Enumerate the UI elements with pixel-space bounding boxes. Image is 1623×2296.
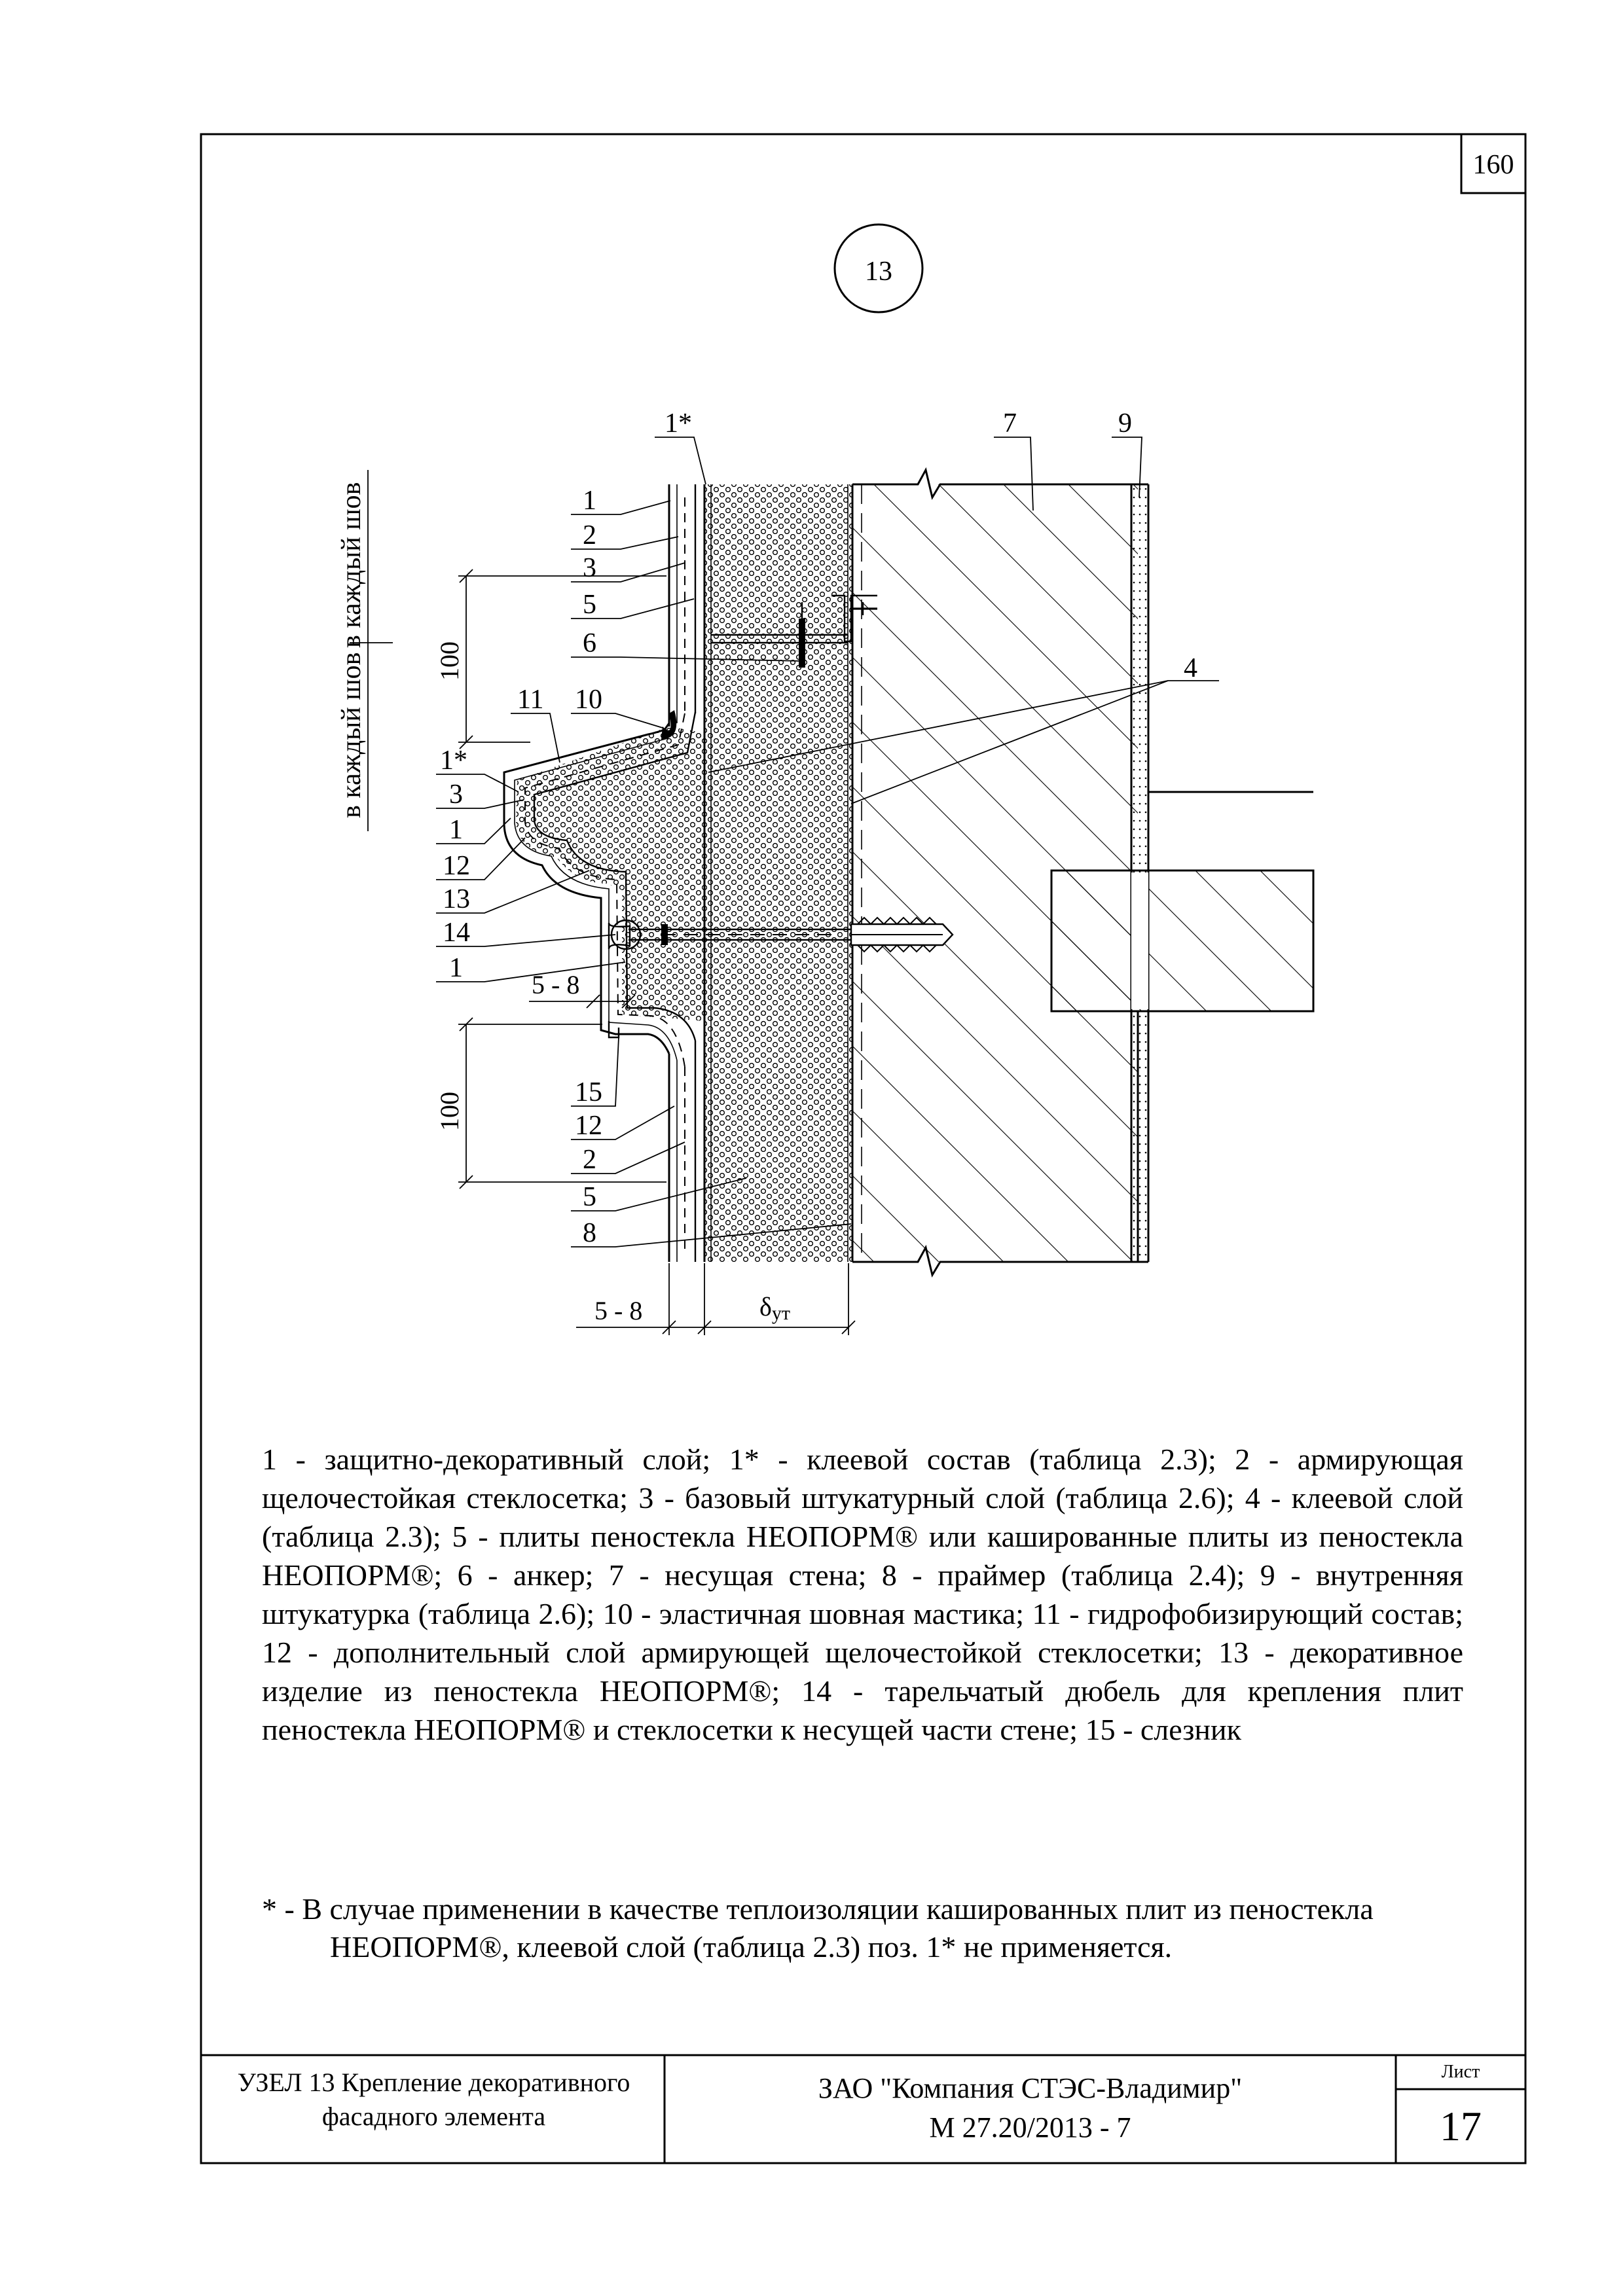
dim-5-8-middle: 5 - 8 [532,970,580,999]
insulation-foam-glass [704,484,852,1262]
callout-upper-1: 1 [583,486,596,516]
footnote-line-2: НЕОПОРМ®, клеевой слой (таблица 2.3) поз. 1* не применяется. [330,1930,1173,1964]
callout-lower-8: 8 [583,1218,596,1248]
callout-7: 7 [1003,408,1017,439]
dim-100-lower: 100 [435,1092,464,1131]
callout-11: 11 [517,685,544,715]
vertical-text-each-seam-2: в каждый шов [337,482,367,648]
footnote [262,1890,1506,1966]
callout-9: 9 [1118,408,1132,439]
footnote-line-1: * - В случае применении в качестве теплоизоляции кашированных плит из пеностекла [262,1892,1374,1926]
callout-upper-5: 5 [583,590,596,620]
callout-mid-12: 12 [443,851,470,881]
callout-lower-2: 2 [583,1145,596,1175]
delta-subscript: ут [771,1302,790,1324]
floor-slab-hatched [1051,870,1313,1011]
node-title-line-1: УЗЕЛ 13 Крепление декоративного [237,2068,630,2097]
callout-mid-3: 3 [449,780,463,810]
callout-4: 4 [1184,653,1197,683]
callout-upper-6: 6 [583,628,596,658]
top-sheet-number: 160 [1472,150,1514,180]
dim-5-8-bottom: 5 - 8 [594,1296,643,1325]
sheet-label: Лист [1441,2062,1480,2082]
callout-mid-1b: 1 [449,953,463,983]
callout-lower-5: 5 [583,1182,596,1212]
callout-upper-3: 3 [583,553,596,583]
callout-lower-12: 12 [575,1111,602,1141]
legend-text: 1 - защитно-декоративный слой; 1* - клеевой состав (таблица 2.3); 2 - армирующая щелочестойкая стеклосетка; 3 - базовый штукатурный слой (таблица 2.6); 4 - клеевой слой (таблица 2.3); 5 - плиты пеностекла НЕОПОРМ® или кашированные плиты из пеностекла НЕОПОРМ®; 6 - анкер; 7 - несущая стена; 8 - праймер (таблица 2.4); 9 - внутренняя штукатурка (таблица 2.6); 10 - эластичная шовная мастика; 11 - гидрофобизирующий состав; 12 - дополнительный слой армирующей щелочестойкой стеклосетки; 13 - декоративное изделие из пеностекла НЕОПОРМ®; 14 - тарельчатый дюбель для крепления плит пеностекла НЕОПОРМ® и стеклосетки к несущей части стене; 15 - слезник [262,1443,1463,1746]
company-name: ЗАО "Компания СТЭС-Владимир" [818,2072,1243,2104]
callout-1star-top: 1* [665,408,692,439]
delta-symbol: δ [759,1292,772,1321]
vertical-text-each-seam-1: в каждый шов [337,652,367,818]
document-code: М 27.20/2013 - 7 [929,2111,1131,2144]
node-title-line-2: фасадного элемента [321,2102,546,2131]
node-number: 13 [865,257,892,287]
callout-10: 10 [575,685,602,715]
callout-upper-2: 2 [583,520,596,550]
sheet-number: 17 [1440,2103,1482,2149]
callout-mid-13: 13 [443,884,470,914]
callout-mid-1: 1 [449,815,463,845]
dim-delta-insulation [759,1292,790,1324]
callout-mid-1star: 1* [440,745,467,776]
dim-100-upper: 100 [435,641,464,681]
callout-mid-14: 14 [443,918,470,948]
callout-lower-15: 15 [575,1077,602,1107]
